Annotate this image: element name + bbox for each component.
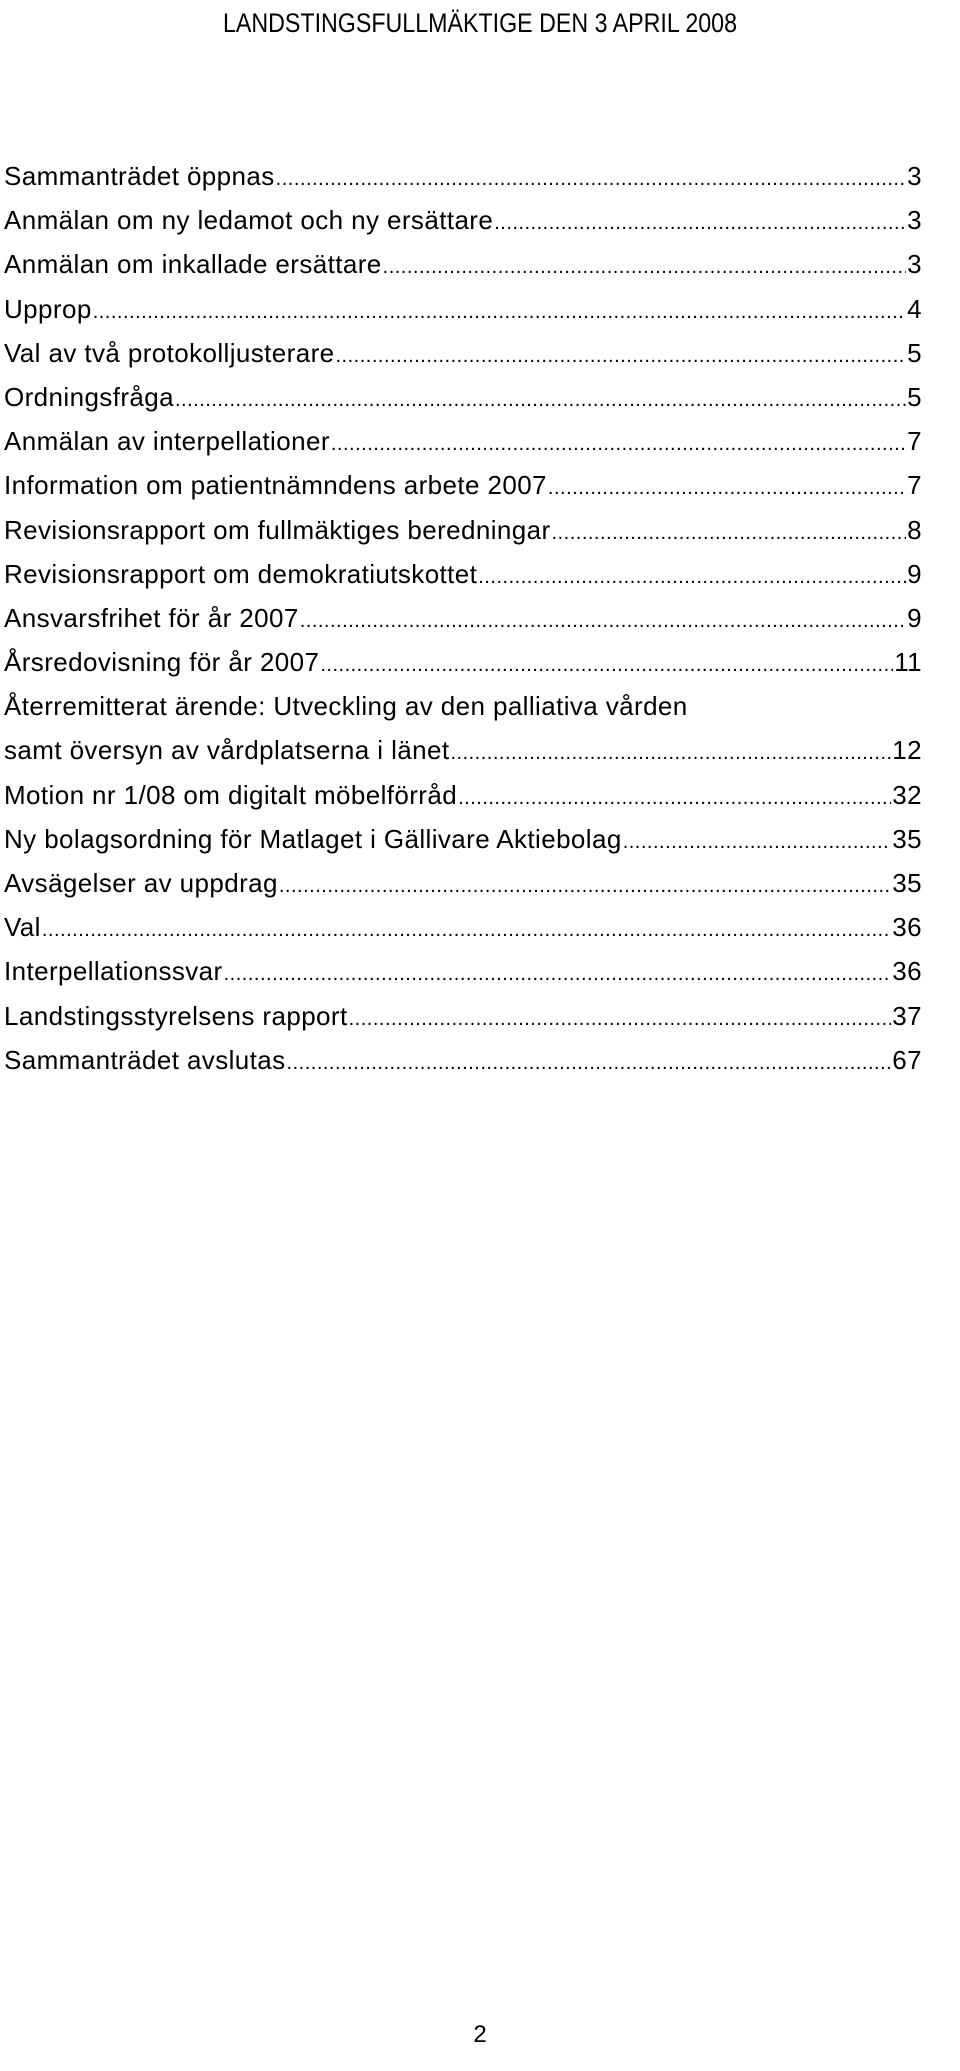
toc-entry (4, 337, 922, 381)
toc-leader-dots (336, 340, 907, 373)
toc-entry-page: 67 (892, 1044, 922, 1075)
toc-entry (4, 646, 922, 690)
toc-leader-dots (175, 384, 906, 417)
toc-entry-title: Sammanträdet öppnas (4, 161, 275, 191)
toc-entry-title: Val (4, 912, 41, 943)
toc-entry-page: 5 (907, 381, 922, 412)
toc-entry (4, 1000, 922, 1044)
toc-entry-page: 5 (907, 337, 922, 368)
toc-entry (4, 602, 922, 646)
toc-entry (4, 381, 922, 425)
toc-leader-dots (42, 914, 891, 947)
toc-entry-title: Revisionsrapport om demokratiutskottet (4, 558, 478, 589)
toc-leader-dots (548, 472, 906, 505)
toc-entry-page: 7 (907, 426, 922, 457)
toc-entry-title: Motion nr 1/08 om digitalt möbelförråd (4, 779, 458, 810)
toc-leader-dots (93, 296, 906, 329)
toc-entry-page: 8 (907, 514, 922, 545)
toc-entry (4, 823, 922, 867)
toc-leader-dots (450, 737, 891, 770)
toc-entry (4, 911, 922, 955)
toc-entry-title: Interpellationssvar (4, 956, 223, 987)
toc-leader-dots (224, 958, 892, 991)
toc-leader-dots (349, 1003, 892, 1036)
toc-leader-dots (552, 517, 907, 550)
toc-entry-page: 3 (907, 249, 922, 280)
toc-entry (4, 955, 922, 999)
toc-entry-page: 35 (892, 868, 922, 899)
toc-entry (4, 248, 922, 292)
toc-entry (4, 204, 922, 248)
toc-entry-page: 36 (892, 912, 922, 943)
toc-entry-title: Information om patientnämndens arbete 2007 (4, 470, 547, 501)
toc-leader-dots (458, 782, 891, 815)
toc-leader-dots (279, 870, 891, 903)
toc-entry-page: 36 (892, 956, 922, 987)
toc-entry (4, 1044, 922, 1088)
toc-entry (4, 160, 922, 204)
toc-entry-title: Ordningsfråga (4, 381, 174, 412)
toc-entry (4, 690, 922, 778)
toc-entry (4, 867, 922, 911)
toc-entry-title-line2: samt översyn av vårdplatserna i länet (4, 735, 450, 766)
toc-leader-dots (331, 428, 906, 461)
toc-entry-page: 3 (907, 205, 922, 236)
toc-entry (4, 514, 922, 558)
toc-entry-page: 7 (907, 470, 922, 501)
toc-entry-title: Årsredovisning för år 2007 (4, 647, 320, 678)
toc-entry-page: 12 (892, 735, 922, 766)
toc-entry-title: Landstingsstyrelsens rapport (4, 1000, 348, 1031)
toc-entry-title: Ansvarsfrihet för år 2007 (4, 602, 299, 633)
toc-entry-title: Anmälan om ny ledamot och ny ersättare (4, 205, 494, 236)
toc-entry-title: Avsägelser av uppdrag (4, 868, 278, 899)
toc-entry-page: 32 (892, 779, 922, 810)
toc-entry-page: 9 (907, 602, 922, 633)
toc-entry-title: Ny bolagsordning för Matlaget i Gällivare Aktiebolag (4, 823, 622, 854)
toc-entry (4, 469, 922, 513)
toc-leader-dots (276, 163, 906, 196)
toc-leader-dots (383, 251, 906, 284)
toc-leader-dots (300, 605, 906, 638)
toc-entry-title-line1: Återremitterat ärende: Utveckling av den palliativa vården (4, 691, 688, 722)
toc-leader-dots (478, 561, 906, 594)
toc-leader-dots (623, 826, 892, 859)
toc-entry-title: Anmälan om inkallade ersättare (4, 249, 382, 280)
toc-entry-page: 9 (907, 558, 922, 589)
toc-leader-dots (287, 1047, 892, 1080)
toc-entry-title: Anmälan av interpellationer (4, 426, 330, 457)
toc-entry (4, 558, 922, 602)
toc-entry (4, 293, 922, 337)
toc-entry-page: 35 (892, 823, 922, 854)
page-number: 2 (473, 2021, 487, 2048)
toc-entry-page: 3 (907, 161, 922, 191)
toc-leader-dots (494, 207, 906, 240)
toc-entry-page: 11 (894, 647, 922, 678)
toc-entry-page: 4 (907, 293, 922, 324)
toc-entry (4, 425, 922, 469)
toc-entry-page: 37 (892, 1000, 922, 1031)
table-of-contents (4, 160, 922, 1088)
toc-entry-title: Upprop (4, 293, 92, 324)
document-header: LANDSTINGSFULLMÄKTIGE DEN 3 APRIL 2008 (222, 8, 738, 38)
toc-entry-title: Val av två protokolljusterare (4, 337, 335, 368)
toc-entry-title: Revisionsrapport om fullmäktiges beredningar (4, 514, 551, 545)
toc-leader-dots (320, 649, 893, 682)
toc-entry-title: Sammanträdet avslutas (4, 1044, 286, 1075)
toc-entry (4, 779, 922, 823)
